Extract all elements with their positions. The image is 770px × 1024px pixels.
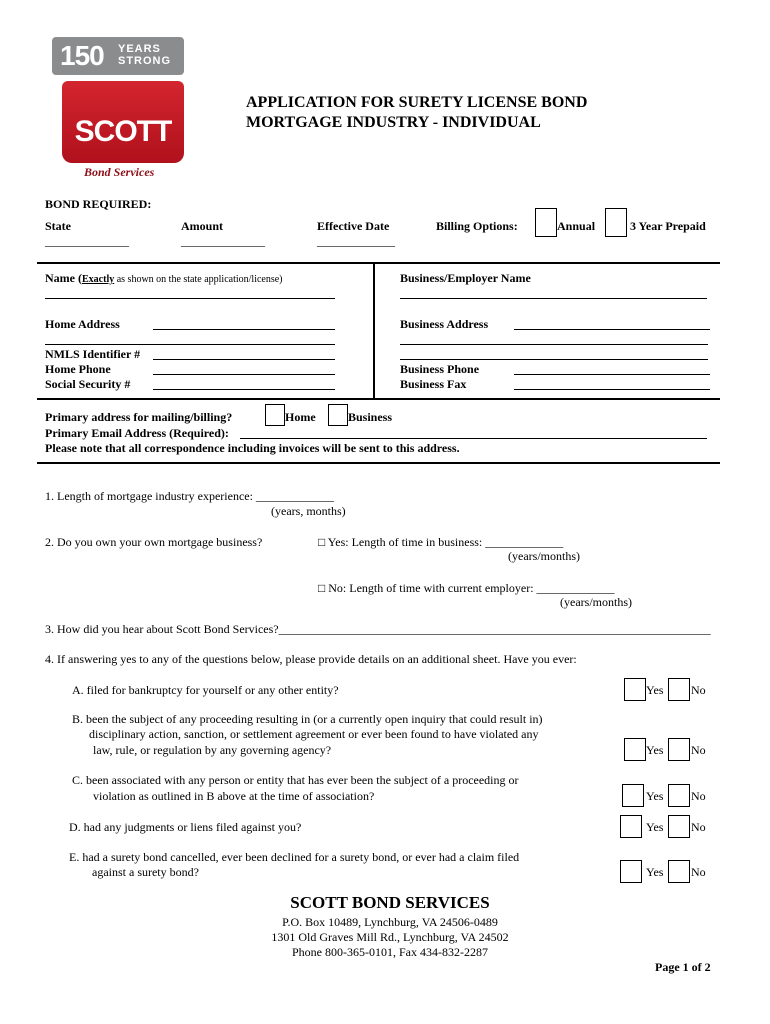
question-1-hint: (years, months) (271, 504, 346, 518)
section-divider (373, 262, 375, 399)
prepaid-label: 3 Year Prepaid (630, 219, 706, 233)
nmls-label: NMLS Identifier # (45, 347, 141, 361)
ssn-field[interactable] (153, 389, 335, 390)
business-fax-label: Business Fax (400, 377, 467, 391)
effective-date-label: Effective Date (317, 219, 390, 233)
section-top-rule (37, 262, 720, 264)
logo-brand: SCOTT (74, 115, 172, 148)
question-4b-yes-checkbox[interactable] (624, 738, 646, 761)
form-title (246, 93, 587, 133)
bond-required-heading: BOND REQUIRED: (45, 197, 152, 211)
employer-label: Business/Employer Name (400, 271, 531, 285)
question-4d-yes-label: Yes (646, 820, 664, 834)
effective-date-field[interactable]: _____________ (317, 234, 395, 248)
name-field[interactable] (45, 298, 335, 299)
annual-label: Annual (557, 219, 596, 233)
logo-badge-text (118, 43, 171, 67)
question-4e-line1: E. had a surety bond cancelled, ever been declined for a surety bond, or ever had a claim filed (69, 850, 520, 864)
question-4e-yes-checkbox[interactable] (620, 860, 642, 883)
home-address-label: Home Address (45, 317, 120, 331)
question-4b-no-checkbox[interactable] (668, 738, 690, 761)
mailing-business-checkbox[interactable] (328, 404, 348, 426)
home-phone-label: Home Phone (45, 362, 111, 376)
footer-po-box: P.O. Box 10489, Lynchburg, VA 24506-0489 (282, 915, 498, 929)
question-4b-line3: law, rule, or regulation by any governing agency? (93, 743, 332, 757)
logo-badge-line1: YEARS (118, 43, 161, 55)
footer-street: 1301 Old Graves Mill Rd., Lynchburg, VA 24502 (271, 930, 509, 944)
annual-checkbox[interactable] (535, 208, 557, 237)
question-4c-yes-checkbox[interactable] (622, 784, 644, 807)
question-4a-yes-checkbox[interactable] (624, 678, 646, 701)
question-4c-yes-label: Yes (646, 789, 664, 803)
question-4c-no-checkbox[interactable] (668, 784, 690, 807)
name-note-rest: as shown on the state application/license) (114, 274, 283, 285)
question-4a-no-label: No (691, 683, 706, 697)
business-phone-field[interactable] (514, 374, 710, 375)
billing-options-label: Billing Options: (436, 219, 518, 233)
email-field[interactable] (240, 438, 707, 439)
correspondence-note: Please note that all correspondence including invoices will be sent to this address. (45, 441, 460, 455)
question-4e-no-checkbox[interactable] (668, 860, 690, 883)
question-4c-line2: violation as outlined in B above at the time of association? (93, 789, 375, 803)
business-address-field-line3[interactable] (400, 359, 708, 360)
question-4d-no-checkbox[interactable] (668, 815, 690, 838)
question-4d: D. had any judgments or liens filed against you? (69, 820, 302, 834)
question-4e-yes-label: Yes (646, 865, 664, 879)
name-note-paren: ( (78, 271, 82, 285)
question-4: 4. If answering yes to any of the questions below, please provide details on an additional sheet. Have you ever: (45, 652, 577, 666)
mailing-question: Primary address for mailing/billing? (45, 410, 233, 424)
question-4b-line1: B. been the subject of any proceeding resulting in (or a currently open inquiry that could result in) (72, 712, 543, 726)
question-3: 3. How did you hear about Scott Bond Services?________________________________________________________________________ (45, 622, 711, 636)
amount-label: Amount (181, 219, 224, 233)
question-4b-line2: disciplinary action, sanction, or settlement agreement or ever been found to have violated any (89, 727, 539, 741)
business-fax-field[interactable] (514, 389, 710, 390)
state-label: State (45, 219, 71, 233)
question-1: 1. Length of mortgage industry experience: _____________ (45, 489, 334, 503)
mailing-business-label: Business (348, 410, 393, 424)
question-2-yes[interactable]: □ Yes: Length of time in business: _____________ (318, 535, 564, 549)
form-title-line2: MORTGAGE INDUSTRY - INDIVIDUAL (246, 114, 541, 131)
question-4a-yes-label: Yes (646, 683, 664, 697)
ssn-label: Social Security # (45, 377, 131, 391)
question-2-yes-hint: (years/months) (508, 549, 580, 563)
business-address-field-line2[interactable] (400, 344, 708, 345)
question-4c-line1: C. been associated with any person or entity that has ever been the subject of a proceeding or (72, 773, 519, 787)
question-4b-yes-label: Yes (646, 743, 664, 757)
page-number: Page 1 of 2 (655, 960, 711, 974)
email-label: Primary Email Address (Required): (45, 426, 229, 440)
mailing-home-checkbox[interactable] (265, 404, 285, 426)
business-address-field[interactable] (514, 329, 710, 330)
section-bottom-rule (37, 398, 720, 400)
employer-field[interactable] (400, 298, 707, 299)
name-label: Name (45, 271, 75, 285)
prepaid-checkbox[interactable] (605, 208, 627, 237)
name-note (78, 271, 283, 285)
footer-phone: Phone 800-365-0101, Fax 434-832-2287 (292, 945, 488, 959)
question-4a-no-checkbox[interactable] (668, 678, 690, 701)
home-address-field[interactable] (153, 329, 335, 330)
question-2-no-hint: (years/months) (560, 595, 632, 609)
question-4c-no-label: No (691, 789, 706, 803)
question-4b-no-label: No (691, 743, 706, 757)
primary-bottom-rule (37, 462, 720, 464)
amount-field[interactable]: ______________ (181, 234, 265, 248)
question-4a: A. filed for bankruptcy for yourself or any other entity? (72, 683, 339, 697)
footer-company: SCOTT BOND SERVICES (290, 893, 490, 912)
question-4d-no-label: No (691, 820, 706, 834)
logo-badge-number: 150 (60, 40, 104, 71)
mailing-home-label: Home (285, 410, 316, 424)
logo-badge-line2: STRONG (118, 55, 172, 67)
name-label-row (45, 271, 283, 287)
question-4e-line2: against a surety bond? (92, 865, 199, 879)
question-2: 2. Do you own your own mortgage business? (45, 535, 263, 549)
home-address-field-line2[interactable] (45, 344, 335, 345)
question-4d-yes-checkbox[interactable] (620, 815, 642, 838)
question-2-no[interactable]: □ No: Length of time with current employer: _____________ (318, 581, 615, 595)
home-phone-field[interactable] (153, 374, 335, 375)
logo-tagline: Bond Services (84, 165, 155, 179)
nmls-field[interactable] (153, 359, 335, 360)
question-4e-no-label: No (691, 865, 706, 879)
business-address-label: Business Address (400, 317, 489, 331)
form-title-line1: APPLICATION FOR SURETY LICENSE BOND (246, 94, 588, 111)
name-note-exactly: Exactly (82, 274, 115, 285)
business-phone-label: Business Phone (400, 362, 480, 376)
state-field[interactable]: ______________ (45, 234, 129, 248)
